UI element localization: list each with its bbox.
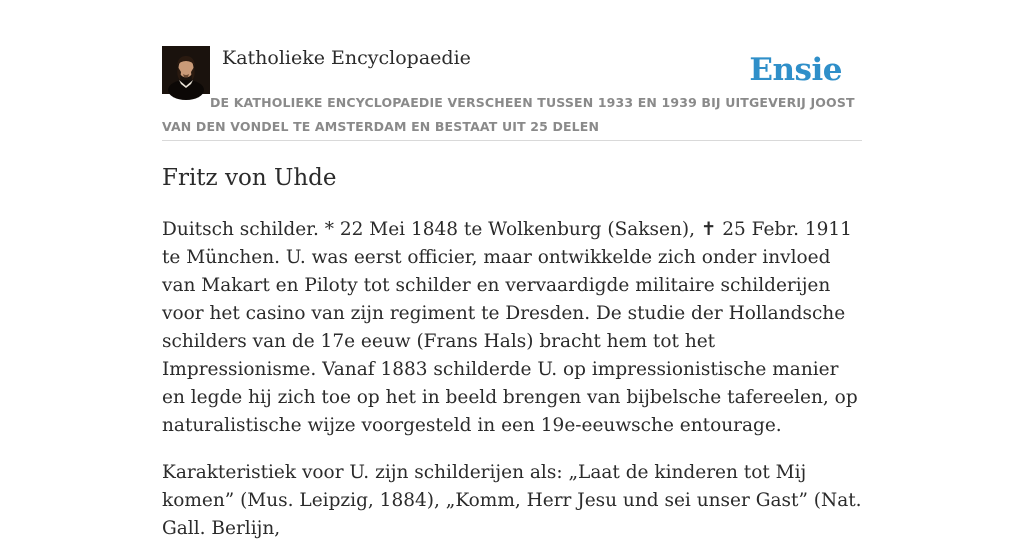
brand-logo[interactable]: Ensie bbox=[749, 52, 842, 88]
avatar[interactable] bbox=[162, 46, 210, 94]
site-header bbox=[162, 46, 862, 141]
site-title[interactable]: Katholieke Encyclopaedie bbox=[222, 47, 471, 69]
portrait-avatar-icon bbox=[162, 46, 210, 94]
article bbox=[162, 160, 862, 543]
article-paragraph: Karakteristiek voor U. zijn schilderijen als: „Laat de kinderen tot Mij komen” (Mus. Leipzig, 1884), „Komm, Herr Jesu und sei unser Gast” (Nat. Gall. Berlijn, bbox=[162, 462, 862, 539]
article-title: Fritz von Uhde bbox=[162, 165, 337, 191]
site-tagline: DE KATHOLIEKE ENCYCLOPAEDIE VERSCHEEN TUSSEN 1933 EN 1939 BIJ UITGEVERIJ JOOST VAN DEN VONDEL TE AMSTERDAM EN BESTAAT UIT 25 DELEN bbox=[162, 95, 855, 134]
article-paragraph: Duitsch schilder. * 22 Mei 1848 te Wolkenburg (Saksen), ✝ 25 Febr. 1911 te München. U. was eerst officier, maar ontwikkelde zich onder invloed van Makart en Piloty tot schilder en vervaardigde militaire schilderijen voor het casino van zijn regiment te Dresden. De studie der Hollandsche schilders van de 17e eeuw (Frans Hals) bracht hem tot het Impressionisme. Vanaf 1883 schilderde U. op impressionistische manier en legde hij zich toe op het in beeld brengen van bijbelsche tafereelen, op naturalistische wijze voorgesteld in een 19e-eeuwsche entourage. bbox=[162, 219, 858, 436]
